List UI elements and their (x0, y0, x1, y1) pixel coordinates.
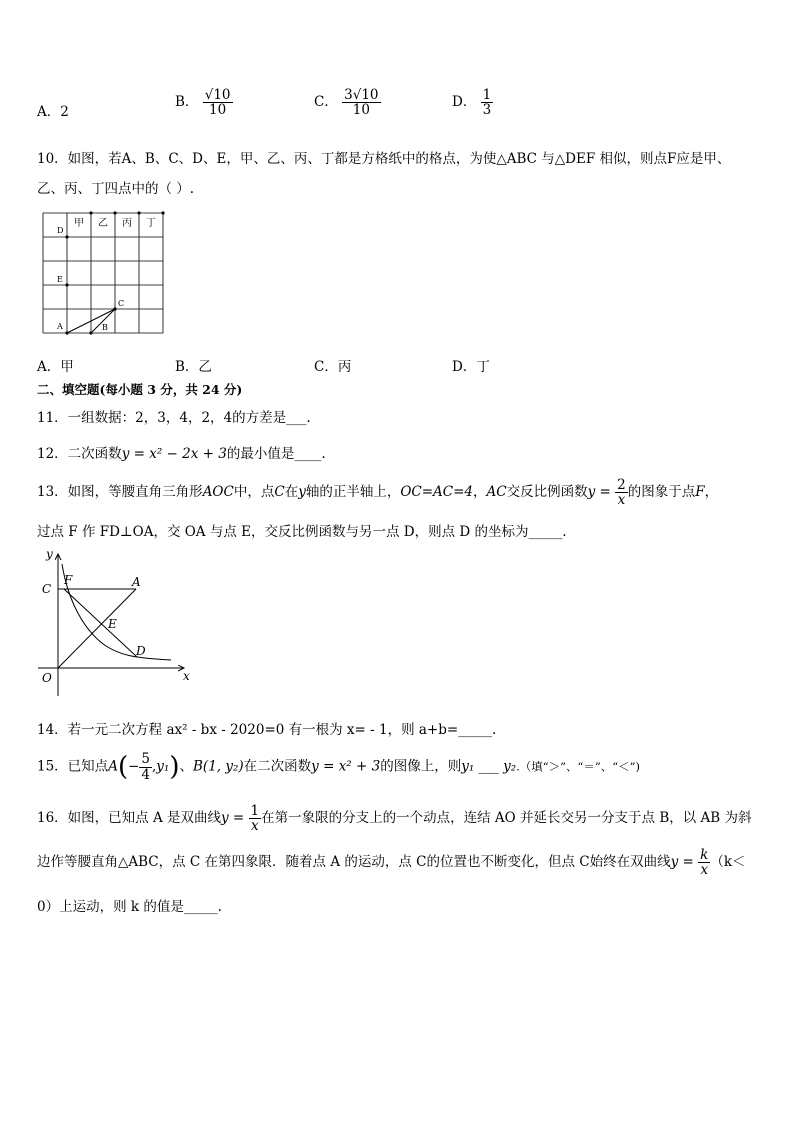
q13-text: 轴的正半轴上， (305, 484, 401, 501)
q13-line2: 过点 F 作 FD⊥OA，交 OA 与点 E，交反比例函数与另一点 D，则点 D 的坐标为_____. (37, 524, 567, 540)
q11: 11．一组数据：2，3，4，2，4的方差是___. (37, 410, 311, 426)
q13-f: F (695, 484, 705, 501)
q9-option-b (175, 88, 233, 117)
q13-text: 交反比例函数 (506, 484, 588, 501)
point-label-c: C (42, 582, 52, 596)
q9-option-c-prefix: C． (314, 94, 338, 111)
grid-label-c: C (118, 299, 125, 308)
fraction-numerator: 5 (141, 751, 150, 768)
fraction-denominator: 3 (482, 102, 492, 119)
grid-label-jia: 甲 (74, 218, 84, 229)
section-title: 二、填空题(每小题 3 分，共 24 分) (37, 382, 243, 397)
fraction-denominator: x (617, 492, 626, 509)
right-paren: ) (169, 752, 180, 782)
point-label-o: O (42, 671, 52, 685)
q16-line1 (37, 804, 752, 833)
q13-line1 (37, 478, 718, 507)
q16-line3: 0）上运动，则 k 的值是_____. (37, 899, 222, 915)
q13-text: 的图象于点 (627, 484, 696, 501)
q9-option-b-fraction (203, 88, 233, 117)
q9-option-d-fraction (481, 88, 494, 117)
q12 (37, 442, 326, 462)
q13-aoc: AOC (202, 484, 234, 501)
q14: 14．若一元二次方程 ax² - bx - 2020=0 有一根为 x= - 1，则 a+b=_____. (37, 722, 497, 738)
q15-compare: y₁ ___ y₂ (461, 758, 517, 775)
q13-figure (36, 546, 196, 696)
grid-label-a: A (57, 322, 63, 331)
q13-fraction (615, 478, 628, 507)
fraction-denominator: x (251, 818, 259, 835)
q16-fraction-1 (249, 804, 262, 833)
q16-func-y: y = (221, 810, 245, 827)
fraction-numerator: 1 (250, 803, 260, 819)
fraction-denominator: 4 (141, 766, 150, 783)
q15-formula: y = x² + 3 (311, 758, 381, 775)
fraction-denominator: 10 (352, 102, 370, 119)
q15-fraction (139, 752, 152, 781)
fraction-denominator: x (700, 862, 709, 879)
q9-option-b-prefix: B． (175, 94, 199, 111)
q16-fraction-2 (698, 848, 710, 877)
point-label-a: A (132, 575, 141, 589)
q16-text: 在第一象限的分支上的一个动点，连结 AO 并延长交另一分支于点 B，以 AB 为斜 (261, 810, 752, 827)
q15-text: 的图像上，则 (380, 758, 462, 775)
q10-option-b: B．乙 (175, 359, 212, 375)
q12-prefix: 12．二次函数 (37, 446, 122, 462)
left-paren: ( (117, 752, 129, 782)
q10-option-c: C．丙 (314, 359, 352, 375)
q12-suffix: 的最小值是____. (226, 446, 326, 462)
grid-label-d: D (57, 226, 64, 235)
q13-func-y: y = (587, 484, 611, 501)
axis-label-y: y (46, 547, 53, 561)
q15: 15．已知点A(− $\frac{5}{4}$ ,y₁)、B(1, y₂)在二次函数y = x² + 3的图像上，则y₁ ___ y₂.（填“＞”、“＝”、“＜”) (37, 751, 641, 783)
grid-label-ding: 丁 (146, 218, 156, 229)
point-label-d: D (136, 644, 146, 658)
q9-option-d (452, 88, 493, 117)
q13-text: ， (473, 484, 487, 501)
fraction-denominator: 10 (209, 102, 227, 119)
minus-sign: − (128, 758, 140, 775)
fraction-numerator: √10 (204, 87, 231, 103)
q16-line2 (37, 848, 746, 877)
q13-text: 中，点 (233, 484, 275, 501)
q16-text: （k＜ (710, 854, 746, 871)
q16-text: 边作等腰直角△ABC，点 C 在第四象限．随着点 A 的运动，点 C的位置也不断变化，但点 C始终在双曲线 (37, 854, 671, 871)
q13-ac: AC (486, 484, 507, 501)
q13-text: 在 (284, 484, 299, 501)
q15-text: 在二次函数 (243, 758, 312, 775)
q13-text: ， (704, 484, 719, 501)
q16-func-y: y = (670, 854, 694, 871)
q13-c: C (274, 484, 285, 501)
q10-grid-figure (38, 208, 170, 338)
axis-label-x: x (183, 669, 190, 683)
q16-text: 16．如图，已知点 A 是双曲线 (37, 810, 222, 827)
fraction-numerator: k (700, 847, 709, 863)
point-label-e: E (108, 617, 117, 631)
point-label-f: F (64, 573, 73, 587)
grid-label-bing: 丙 (122, 218, 132, 229)
q15-point-b: B(1, y₂) (193, 758, 244, 775)
q13-eq: OC=AC=4 (400, 484, 474, 501)
fraction-numerator: 2 (617, 477, 626, 493)
grid-label-b: B (102, 323, 108, 332)
q15-y1: y₁ (156, 758, 170, 775)
q9-option-c-fraction (342, 88, 380, 117)
q10-option-d: D．丁 (452, 359, 490, 375)
q9-option-a: A．2 (37, 104, 69, 120)
q15-sep: 、 (179, 758, 193, 775)
q13-text: 13．如图，等腰直角三角形 (37, 484, 203, 501)
grid-label-yi: 乙 (98, 218, 108, 229)
q10-line1: 10．如图，若A、B、C、D、E，甲、乙、丙、丁都是方格纸中的格点，为使△ABC 与△DEF 相似，则点F应是甲、 (37, 151, 731, 167)
q15-prefix: 15．已知点 (37, 758, 109, 775)
q10-line2: 乙、丙、丁四点中的（ ）. (37, 181, 195, 197)
q13-y: y (298, 484, 306, 501)
grid-label-e: E (57, 275, 63, 284)
fraction-numerator: 1 (482, 87, 492, 103)
q10-option-a: A．甲 (37, 359, 74, 375)
q9-option-c (314, 88, 381, 117)
q12-formula: y = x² − 2x + 3 (121, 446, 227, 462)
q15-point-a: A (108, 758, 118, 775)
fraction-numerator: 3√10 (344, 87, 379, 103)
q9-option-d-prefix: D． (452, 94, 477, 111)
q15-tail: .（填“＞”、“＝”、“＜”) (516, 759, 641, 774)
